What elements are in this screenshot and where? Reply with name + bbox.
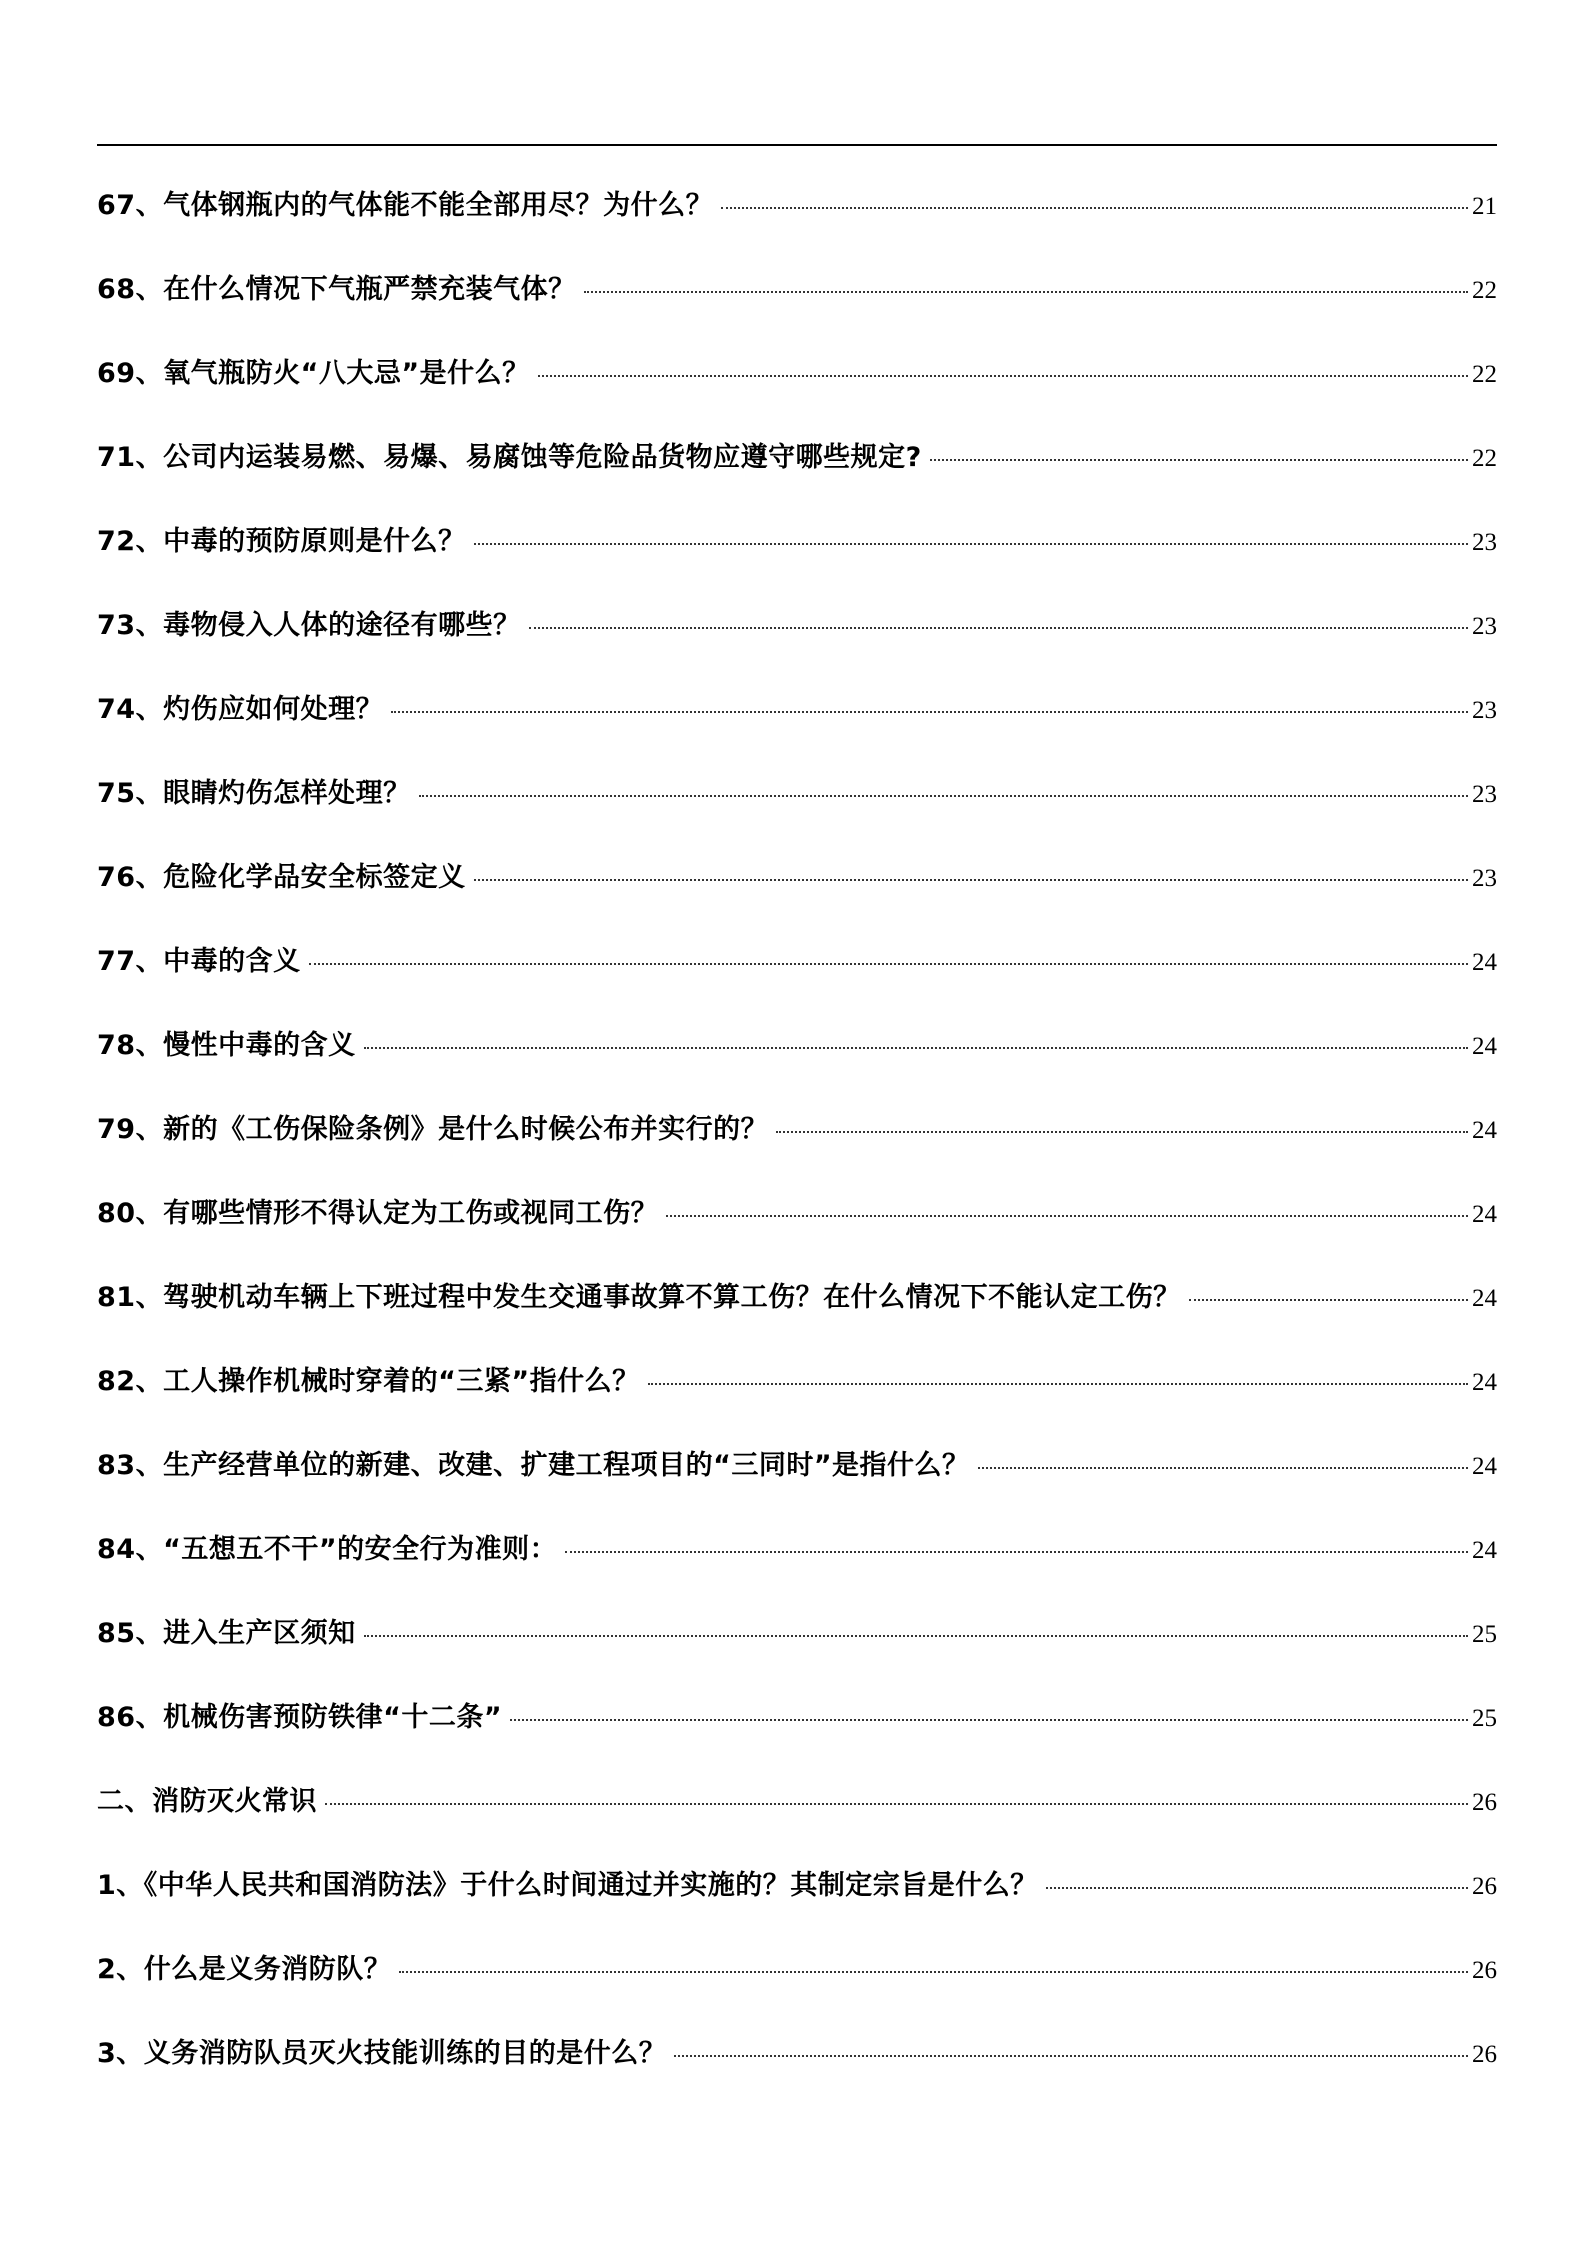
toc-entry[interactable] (97, 1420, 1497, 1504)
toc-entry-page: 26 (1472, 1788, 1497, 1816)
toc-dot-leader (721, 207, 1468, 209)
toc-entry[interactable] (97, 1168, 1497, 1252)
toc-entry-page: 24 (1472, 1368, 1497, 1396)
toc-entry-page: 22 (1472, 276, 1497, 304)
toc-entry-title: 76、危险化学品安全标签定义 (97, 861, 466, 893)
toc-entry-title: 3、义务消防队员灭火技能训练的目的是什么？ (97, 2037, 667, 2069)
toc-entry-title: 二、消防灭火常识 (97, 1785, 317, 1817)
toc-entry-title: 67、气体钢瓶内的气体能不能全部用尽？为什么？ (97, 189, 714, 221)
toc-entry[interactable] (97, 1672, 1497, 1756)
toc-entry-title: 83、生产经营单位的新建、改建、扩建工程项目的“三同时”是指什么？ (97, 1449, 970, 1481)
toc-entry-page: 24 (1472, 1200, 1497, 1228)
toc-entry-page: 24 (1472, 1452, 1497, 1480)
toc-entry-page: 26 (1472, 1956, 1497, 1984)
toc-entry-title: 68、在什么情况下气瓶严禁充装气体？ (97, 273, 576, 305)
toc-entry-page: 24 (1472, 948, 1497, 976)
toc-dot-leader (565, 1551, 1468, 1553)
toc-dot-leader (538, 375, 1468, 377)
toc-entry-page: 23 (1472, 864, 1497, 892)
toc-dot-leader (364, 1635, 1468, 1637)
toc-entry-page: 26 (1472, 2040, 1497, 2068)
toc-entry-title: 71、公司内运装易燃、易爆、易腐蚀等危险品货物应遵守哪些规定? (97, 441, 922, 473)
toc-dot-leader (364, 1047, 1468, 1049)
toc-entry[interactable] (97, 244, 1497, 328)
toc-dot-leader (978, 1467, 1468, 1469)
toc-dot-leader (419, 795, 1468, 797)
toc-entry-title: 1、《中华人民共和国消防法》于什么时间通过并实施的？其制定宗旨是什么？ (97, 1869, 1038, 1901)
toc-dot-leader (776, 1131, 1468, 1133)
toc-entry-title: 69、氧气瓶防火“八大忌”是什么？ (97, 357, 530, 389)
toc-entry[interactable] (97, 160, 1497, 244)
toc-dot-leader (1189, 1299, 1468, 1301)
toc-entry[interactable] (97, 1924, 1497, 2008)
toc-entry-title: 82、工人操作机械时穿着的“三紧”指什么？ (97, 1365, 640, 1397)
toc-entry-page: 25 (1472, 1704, 1497, 1732)
toc-entry-page: 24 (1472, 1284, 1497, 1312)
toc-dot-leader (510, 1719, 1468, 1721)
toc-entry-title: 85、进入生产区须知 (97, 1617, 356, 1649)
toc-dot-leader (666, 1215, 1468, 1217)
toc-entry-title: 73、毒物侵入人体的途径有哪些？ (97, 609, 521, 641)
toc-entry[interactable] (97, 412, 1497, 496)
toc-entry[interactable] (97, 328, 1497, 412)
toc-entry-page: 23 (1472, 528, 1497, 556)
toc-entry-page: 25 (1472, 1620, 1497, 1648)
toc-entry[interactable] (97, 832, 1497, 916)
toc-entry-page: 24 (1472, 1536, 1497, 1564)
toc-dot-leader (325, 1803, 1468, 1805)
toc-dot-leader (648, 1383, 1468, 1385)
toc-dot-leader (674, 2055, 1468, 2057)
toc-entry[interactable] (97, 1000, 1497, 1084)
toc-dot-leader (474, 879, 1468, 881)
toc-entry-page: 23 (1472, 780, 1497, 808)
table-of-contents (97, 160, 1497, 2092)
toc-entry[interactable] (97, 1252, 1497, 1336)
toc-entry-page: 23 (1472, 696, 1497, 724)
toc-entry[interactable] (97, 748, 1497, 832)
toc-entry-page: 24 (1472, 1116, 1497, 1144)
toc-entry-page: 22 (1472, 360, 1497, 388)
toc-entry-page: 23 (1472, 612, 1497, 640)
toc-entry-title: 79、新的《工伤保险条例》是什么时候公布并实行的？ (97, 1113, 769, 1145)
toc-entry-page: 21 (1472, 192, 1497, 220)
toc-dot-leader (529, 627, 1468, 629)
toc-entry[interactable] (97, 1084, 1497, 1168)
toc-entry-page: 24 (1472, 1032, 1497, 1060)
toc-entry[interactable] (97, 496, 1497, 580)
toc-entry[interactable] (97, 1504, 1497, 1588)
header-rule (97, 144, 1497, 146)
toc-dot-leader (474, 543, 1468, 545)
toc-entry-title: 80、有哪些情形不得认定为工伤或视同工伤？ (97, 1197, 659, 1229)
toc-dot-leader (309, 963, 1468, 965)
toc-entry[interactable] (97, 1336, 1497, 1420)
toc-dot-leader (1046, 1887, 1468, 1889)
toc-entry-title: 78、慢性中毒的含义 (97, 1029, 356, 1061)
toc-entry[interactable] (97, 580, 1497, 664)
toc-dot-leader (930, 459, 1468, 461)
toc-entry[interactable] (97, 664, 1497, 748)
toc-entry-page: 22 (1472, 444, 1497, 472)
toc-entry-title: 75、眼睛灼伤怎样处理？ (97, 777, 411, 809)
toc-entry-title: 81、驾驶机动车辆上下班过程中发生交通事故算不算工伤？在什么情况下不能认定工伤？ (97, 1281, 1181, 1313)
toc-dot-leader (399, 1971, 1468, 1973)
toc-dot-leader (584, 291, 1468, 293)
toc-dot-leader (391, 711, 1468, 713)
toc-entry-title: 86、机械伤害预防铁律“十二条” (97, 1701, 503, 1733)
toc-entry-title: 72、中毒的预防原则是什么？ (97, 525, 466, 557)
toc-entry-title: 77、中毒的含义 (97, 945, 301, 977)
toc-entry[interactable] (97, 1756, 1497, 1840)
toc-entry-title: 84、“五想五不干”的安全行为准则： (97, 1533, 558, 1565)
toc-entry-page: 26 (1472, 1872, 1497, 1900)
toc-entry[interactable] (97, 1588, 1497, 1672)
toc-entry-title: 74、灼伤应如何处理？ (97, 693, 384, 725)
toc-entry[interactable] (97, 1840, 1497, 1924)
toc-entry[interactable] (97, 916, 1497, 1000)
toc-entry[interactable] (97, 2008, 1497, 2092)
toc-entry-title: 2、什么是义务消防队？ (97, 1953, 392, 1985)
